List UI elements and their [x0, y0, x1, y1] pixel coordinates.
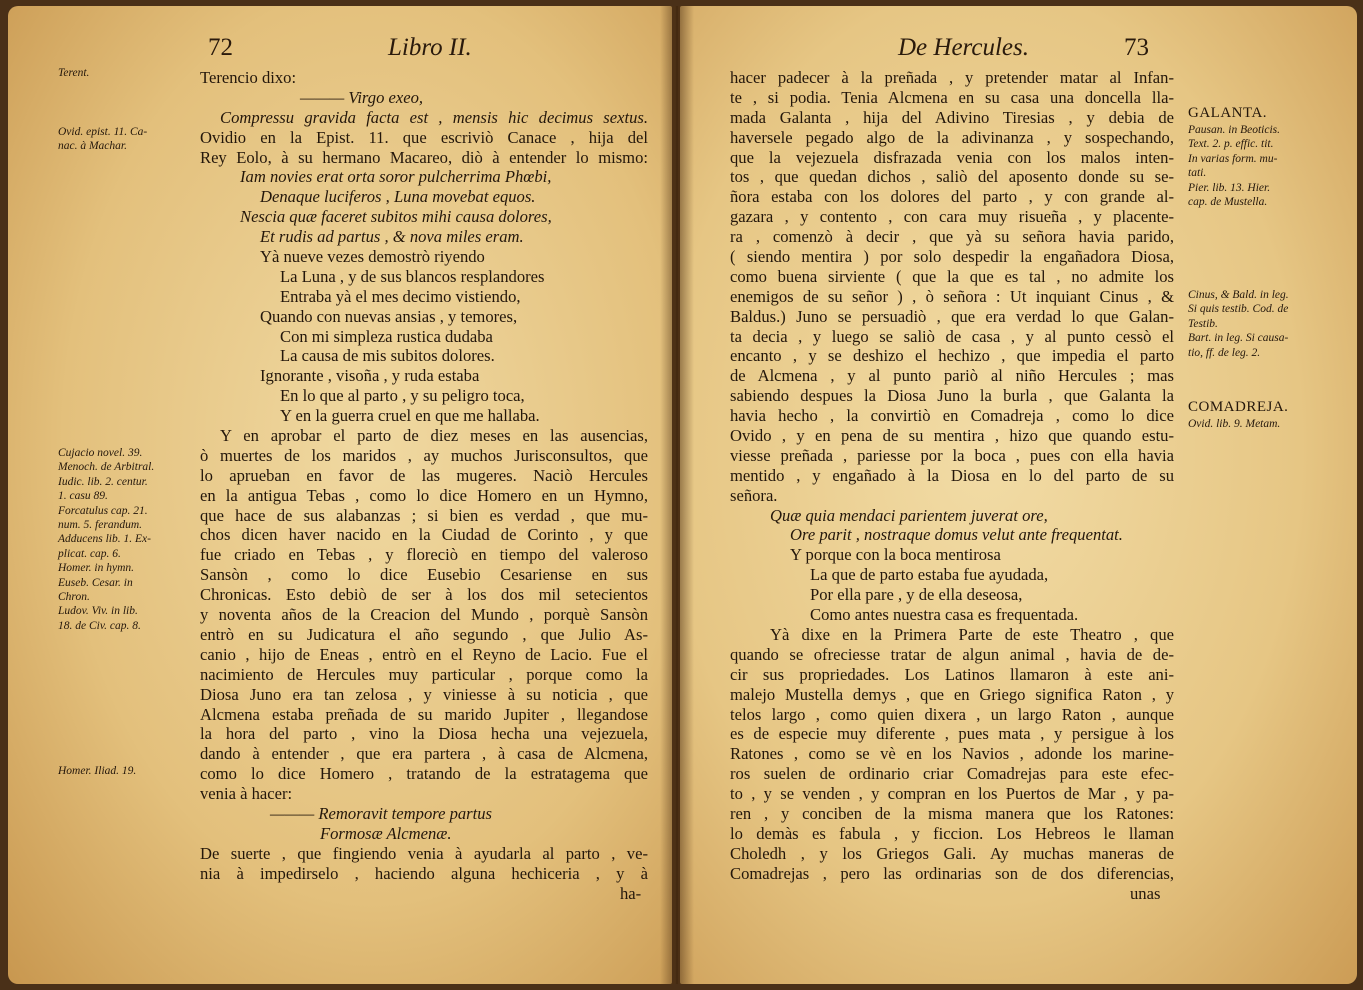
text-line: te , si podia. Tenia Alcmena en su casa una doncella lla- [730, 87, 1174, 107]
text-line: Y porque con la boca mentirosa [790, 545, 1001, 565]
margin-note [58, 446, 188, 633]
margin-heading: COMADREJA. [1188, 399, 1289, 415]
text-line: que hace de sus alabanzas ; si bien es verdad , que mu- [200, 505, 648, 525]
text-line: Con mi simpleza rustica dudaba [280, 326, 493, 346]
text-line: gazara , y contento , con cara muy risueña , y placente- [730, 207, 1174, 227]
text-line: Yà dixe en la Primera Parte de este Theatro , que [770, 624, 1174, 644]
text-line: mada Galanta , hija del Adivino Tiresias , y debia de [730, 107, 1174, 127]
text-line: Baldus.) Juno se persuadiò , que era verdad lo que Galan- [730, 306, 1174, 326]
text-line: Yà nueve vezes demostrò riyendo [260, 247, 485, 267]
text-line: hacer padecer à la preñada , y pretender matar al Infan- [730, 68, 1174, 87]
margin-note-line: tati. [1188, 167, 1207, 180]
text-line: Chronicas. Esto debiò de ser à los dos mil setecientos [200, 585, 648, 605]
text-line: Ovido , y en pena de su mentira , hizo que quando estu- [730, 426, 1174, 446]
text-line: Diosa Juno era tan zelosa , y viniesse à su noticia , que [200, 684, 648, 704]
margin-note-line: Euseb. Cesar. in [58, 576, 133, 589]
text-line: ——— Virgo exeo, [300, 87, 424, 107]
text-line: nia à impedirselo , haciendo alguna hechiceria , y à [200, 863, 648, 883]
left-page-number: 72 [208, 34, 233, 61]
margin-note-line: Adducens lib. 1. Ex- [58, 533, 151, 546]
text-line: La causa de mis subitos dolores. [280, 346, 495, 366]
text-line: canio , hijo de Eneas , entrò en el Reyno de Lacio. Fue el [200, 644, 648, 664]
text-line: Denaque luciferos , Luna movebat equos. [260, 187, 536, 207]
book-gutter [660, 6, 694, 984]
margin-note-line: Pier. lib. 13. Hier. [1188, 181, 1271, 194]
margin-note-line: Homer. Iliad. 19. [58, 765, 137, 777]
text-line: ha- [620, 883, 642, 903]
text-line: fue criado en Tebas , y floreciò en tiempo del valeroso [200, 545, 648, 565]
text-line: es de especie muy diferente , pues mata , y persigue à los [730, 724, 1174, 744]
margin-note-line: cap. de Mustella. [1188, 196, 1268, 209]
margin-note-line: nac. à Machar. [58, 140, 127, 153]
text-line: lo demàs es fabula , y ficcion. Los Hebreos le llaman [730, 823, 1174, 843]
text-line: ta decia , y luego se saliò de casa , y al punto cessò el [730, 326, 1174, 346]
text-line: Quando con nuevas ansias , y temores, [260, 306, 518, 326]
margin-note-line: Menoch. de Arbitral. [58, 461, 155, 474]
text-line: Ignorante , visoña , y ruda estaba [260, 366, 480, 386]
text-line: Como antes nuestra casa es frequentada. [810, 605, 1079, 625]
text-line: viesse preñada , pariesse por la boca , pues con ella havia [730, 445, 1174, 465]
margin-note [1188, 104, 1328, 209]
text-line: ò muertes de los maridos , ay muchos Jurisconsultos, que [200, 445, 648, 465]
text-line: Formosæ Alcmenæ. [320, 823, 452, 843]
margin-note-line: 1. casu 89. [58, 490, 108, 503]
text-line: ——— Remoravit tempore partus [270, 803, 493, 823]
margin-note-line: Bart. in leg. Si causa- [1188, 332, 1289, 345]
text-line: y noventa años de la Creacion del Mundo , porquè Sansòn [200, 605, 648, 625]
right-body-text [730, 68, 1174, 903]
text-line: Por ella pare , y de ella deseosa, [810, 585, 1023, 605]
text-line: nacimiento de Hercules muy particular , porque como la [200, 664, 648, 684]
right-page [680, 6, 1357, 984]
text-line: unas [1130, 883, 1161, 903]
text-line: cir sus propriedades. Los Latinos llamaron à este ani- [730, 664, 1174, 684]
text-line: ( siendo mentira ) por solo despedir la engañadora Diosa, [730, 247, 1174, 267]
margin-note-line: 18. de Civ. cap. 8. [58, 619, 141, 632]
margin-note-line: Chron. [58, 591, 90, 604]
text-line: Entraba yà el mes decimo vistiendo, [280, 286, 521, 306]
text-line: Ore parit , nostraque domus velut ante frequentat. [790, 525, 1123, 545]
text-line: Y en la guerra cruel en que me hallaba. [280, 406, 540, 426]
text-line: Rey Eolo, à su hermano Macareo, diò à entender lo mismo: [200, 147, 648, 167]
text-line: ren , y conciben de la misma manera que los Ratones: [730, 803, 1174, 823]
margin-note [58, 66, 188, 80]
text-line: entrò en su Judicatura el año segundo , que Julio As- [200, 624, 648, 644]
text-line: chos dicen haver nacido en la Ciudad de Corinto , y que [200, 525, 648, 545]
text-line: que la vejezuela disfrazada venia con los malos inten- [730, 147, 1174, 167]
text-line: Ovidio en la Epist. 11. que escriviò Canace , hija del [200, 127, 648, 147]
text-line: tos , que quedan dichos , saliò del aposento donde su se- [730, 167, 1174, 187]
margin-note [1188, 288, 1328, 360]
text-line: Et rudis ad partus , & nova miles eram. [260, 227, 524, 247]
margin-note-line: In varias form. mu- [1188, 152, 1278, 165]
margin-note-line: Text. 2. p. effic. tit. [1188, 138, 1274, 151]
margin-note-line: plicat. cap. 6. [58, 547, 121, 560]
margin-note-line: Cinus, & Bald. in leg. [1188, 289, 1289, 301]
margin-note [58, 764, 188, 778]
text-line: telos largo , como quien dixera , un largo Raton , aunque [730, 704, 1174, 724]
margin-note-line: num. 5. ferandum. [58, 519, 143, 532]
text-line: haversele pegado algo de la adivinanza , y sospechando, [730, 127, 1174, 147]
text-line: Compressu gravida facta est , mensis hic decimus sextus. [220, 107, 648, 127]
text-line: enemigos de su señor ) , ò señora : Ut inquiant Cinus , & [730, 286, 1174, 306]
margin-note-line: Forcatulus cap. 21. [58, 504, 148, 517]
text-line: mentido , y engañado à la Diosa en lo del parto de su [730, 465, 1174, 485]
margin-note [58, 125, 188, 154]
text-line: Quæ quia mendaci parientem juverat ore, [770, 505, 1048, 525]
text-line: ra , comenzò à decir , que yà su señora havia parido, [730, 227, 1174, 247]
text-line: Comadrejas , pero las ordinarias son de dos diferencias, [730, 863, 1174, 883]
margin-note-line: Ludov. Viv. in lib. [58, 605, 138, 618]
text-line: como lo dice Homero , tratando de la estratagema que [200, 764, 648, 784]
left-page [8, 6, 672, 984]
text-line: ñora estaba con los dolores del parto , y con grande al- [730, 187, 1174, 207]
margin-note-line: Testib. [1188, 317, 1218, 330]
text-line: lo aprueban en favor de las mugeres. Naciò Hercules [200, 465, 648, 485]
text-line: dando à entender , que era partera , à casa de Alcmena, [200, 744, 648, 764]
text-line: to , y se venden , y compran en los Puertos de Mar , y pa- [730, 784, 1174, 804]
left-body-text [200, 68, 648, 903]
text-line: como buena sirviente ( que la que es tal , no admite los [730, 266, 1174, 286]
margin-note-line: Homer. in hymn. [58, 562, 135, 575]
margin-note-line: tio, ff. de leg. 2. [1188, 346, 1261, 359]
margin-note [1188, 398, 1328, 431]
text-line: señora. [730, 485, 778, 505]
text-line: encanto , y se deshizo el hechizo , que impedia el parto [730, 346, 1174, 366]
text-line: Nescia quæ faceret subitos mihi causa dolores, [240, 207, 552, 227]
margin-note-line: Ovid. lib. 9. Metam. [1188, 418, 1281, 430]
text-line: La Luna , y de sus blancos resplandores [280, 266, 545, 286]
text-line: Iam novies erat orta soror pulcherrima Phœbi, [240, 167, 552, 187]
margin-note-line: Terent. [58, 67, 90, 79]
text-line: Sansòn , como lo dice Eusebio Cesariense en sus [200, 565, 648, 585]
text-line: Y en aprobar el parto de diez meses en las ausencias, [220, 426, 648, 446]
text-line: Alcmena estaba preñada de su marido Jupiter , llegandose [200, 704, 648, 724]
text-line: sabiendo despues la Diosa Juno la burla , que Galanta la [730, 386, 1174, 406]
text-line: en la antigua Tebas , como lo dice Homero en un Hymno, [200, 485, 648, 505]
text-line: malejo Mustella demys , que en Griego significa Raton , y [730, 684, 1174, 704]
right-running-head: De Hercules. [898, 34, 1029, 61]
text-line: De suerte , que fingiendo venia à ayudarla al parto , ve- [200, 843, 648, 863]
margin-note-line: Ovid. epist. 11. Ca- [58, 126, 148, 138]
margin-heading: GALANTA. [1188, 105, 1268, 121]
text-line: la hora del parto , vino la Diosa hecha una vejezuela, [200, 724, 648, 744]
margin-note-line: Cujacio novel. 39. [58, 447, 143, 459]
text-line: de Alcmena , y al punto pariò al niño Hercules ; mas [730, 366, 1174, 386]
text-line: Ratones , como se vè en los Navios , adonde los marine- [730, 744, 1174, 764]
margin-note-line: Si quis testib. Cod. de [1188, 303, 1289, 316]
text-line: Choledh , y los Griegos Gali. Ay muchas maneras de [730, 843, 1174, 863]
text-line: ros suelen de ordinario criar Comadrejas para este efec- [730, 764, 1174, 784]
text-line: Terencio dixo: [200, 68, 297, 87]
margin-note-line: Pausan. in Beoticis. [1188, 124, 1280, 136]
text-line: quando se ofreciesse tratar de algun animal , havia de de- [730, 644, 1174, 664]
text-line: La que de parto estaba fue ayudada, [810, 565, 1049, 585]
margin-note-line: Iudic. lib. 2. centur. [58, 475, 148, 488]
text-line: venia à hacer: [200, 784, 293, 804]
right-page-number: 73 [1124, 34, 1149, 61]
text-line: havia hecho , la convirtiò en Comadreja , como lo dice [730, 406, 1174, 426]
text-line: En lo que al parto , y su peligro toca, [280, 386, 525, 406]
left-running-head: Libro II. [388, 34, 472, 61]
